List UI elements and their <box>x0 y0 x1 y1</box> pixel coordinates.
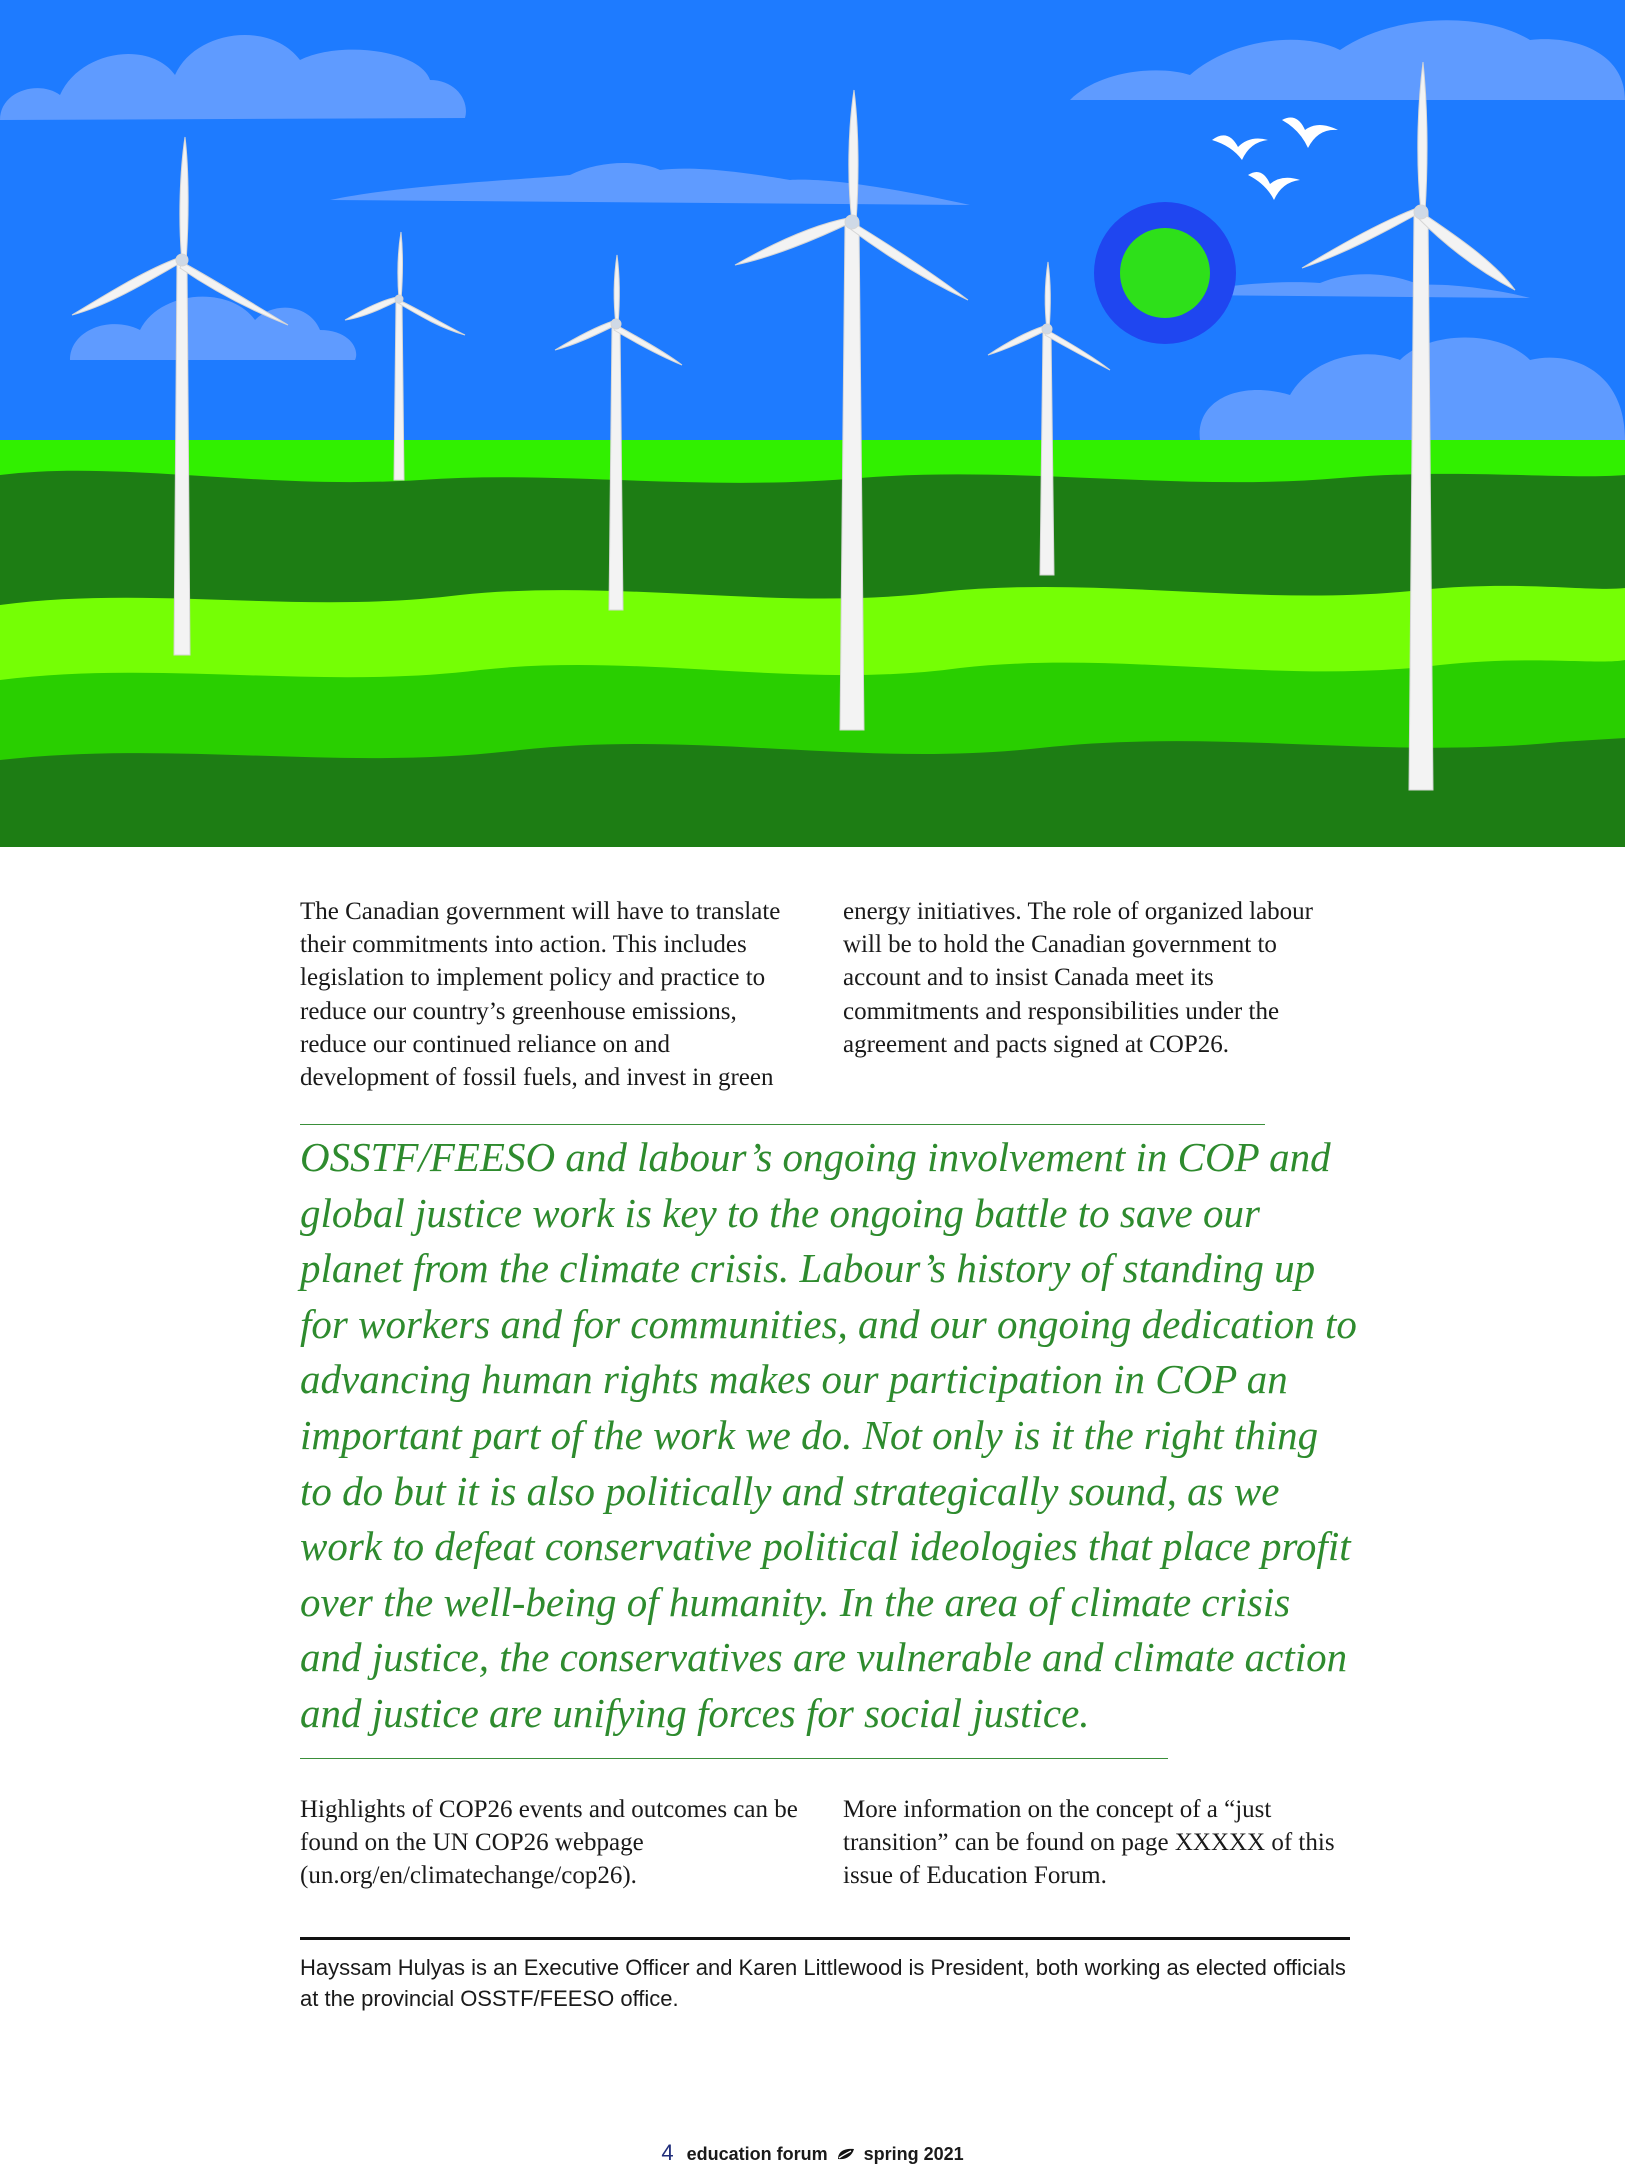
issue-label: spring 2021 <box>863 2144 964 2164</box>
pull-quote-bottom-rule <box>300 1758 1168 1759</box>
body-paragraph: More information on the concept of a “just transition” can be found on page XXXXX of this issue of Education Forum. <box>843 1796 1335 1890</box>
page-number: 4 <box>661 2140 674 2165</box>
body-paragraph: The Canadian government will have to translate their commitments into action. This includes legislation to implement policy and practice to reduce our country’s greenhouse emissions, reduce our continued reliance on and development of fossil fuels, and invest in green <box>300 898 781 1092</box>
leaf-icon <box>837 2147 855 2161</box>
body-paragraph: Highlights of COP26 events and outcomes can be found on the UN COP26 webpage (un.org/en/climatechange/cop26). <box>300 1796 798 1890</box>
body-text-column-1-bottom <box>300 1793 800 1893</box>
wind-turbines-illustration <box>0 0 1625 847</box>
page-footer <box>0 2140 1625 2166</box>
body-text-column-1 <box>300 895 800 1094</box>
publication-name: education forum <box>686 2144 828 2164</box>
pull-quote-top-rule <box>300 1124 1265 1125</box>
pull-quote: OSSTF/FEESO and labour’s ongoing involvement in COP and global justice work is key to the ongoing battle to save our planet from the climate crisis. Labour’s history of standing up for workers and for communities, and our ongoing dedication to advancing human rights makes our participation in COP an important part of the work we do. Not only is it the right thing to do but it is also politically and strategically sound, as we work to defeat conservative political ideologies that place profit over the well-being of humanity. In the area of climate crisis and justice, the conservatives are vulnerable and climate action and justice are unifying forces for social justice. <box>300 1134 1357 1736</box>
body-text-column-2-bottom <box>843 1793 1353 1893</box>
body-paragraph: energy initiatives. The role of organized labour will be to hold the Canadian government to account and to insist Canada meet its commitments and responsibilities under the agreement and pacts signed at COP26. <box>843 898 1313 1058</box>
bio-divider <box>300 1937 1350 1940</box>
body-text-column-2 <box>843 895 1353 1061</box>
author-bio: Hayssam Hulyas is an Executive Officer and Karen Littlewood is President, both working as elected officials at the provincial OSSTF/FEESO office. <box>300 1955 1346 2011</box>
